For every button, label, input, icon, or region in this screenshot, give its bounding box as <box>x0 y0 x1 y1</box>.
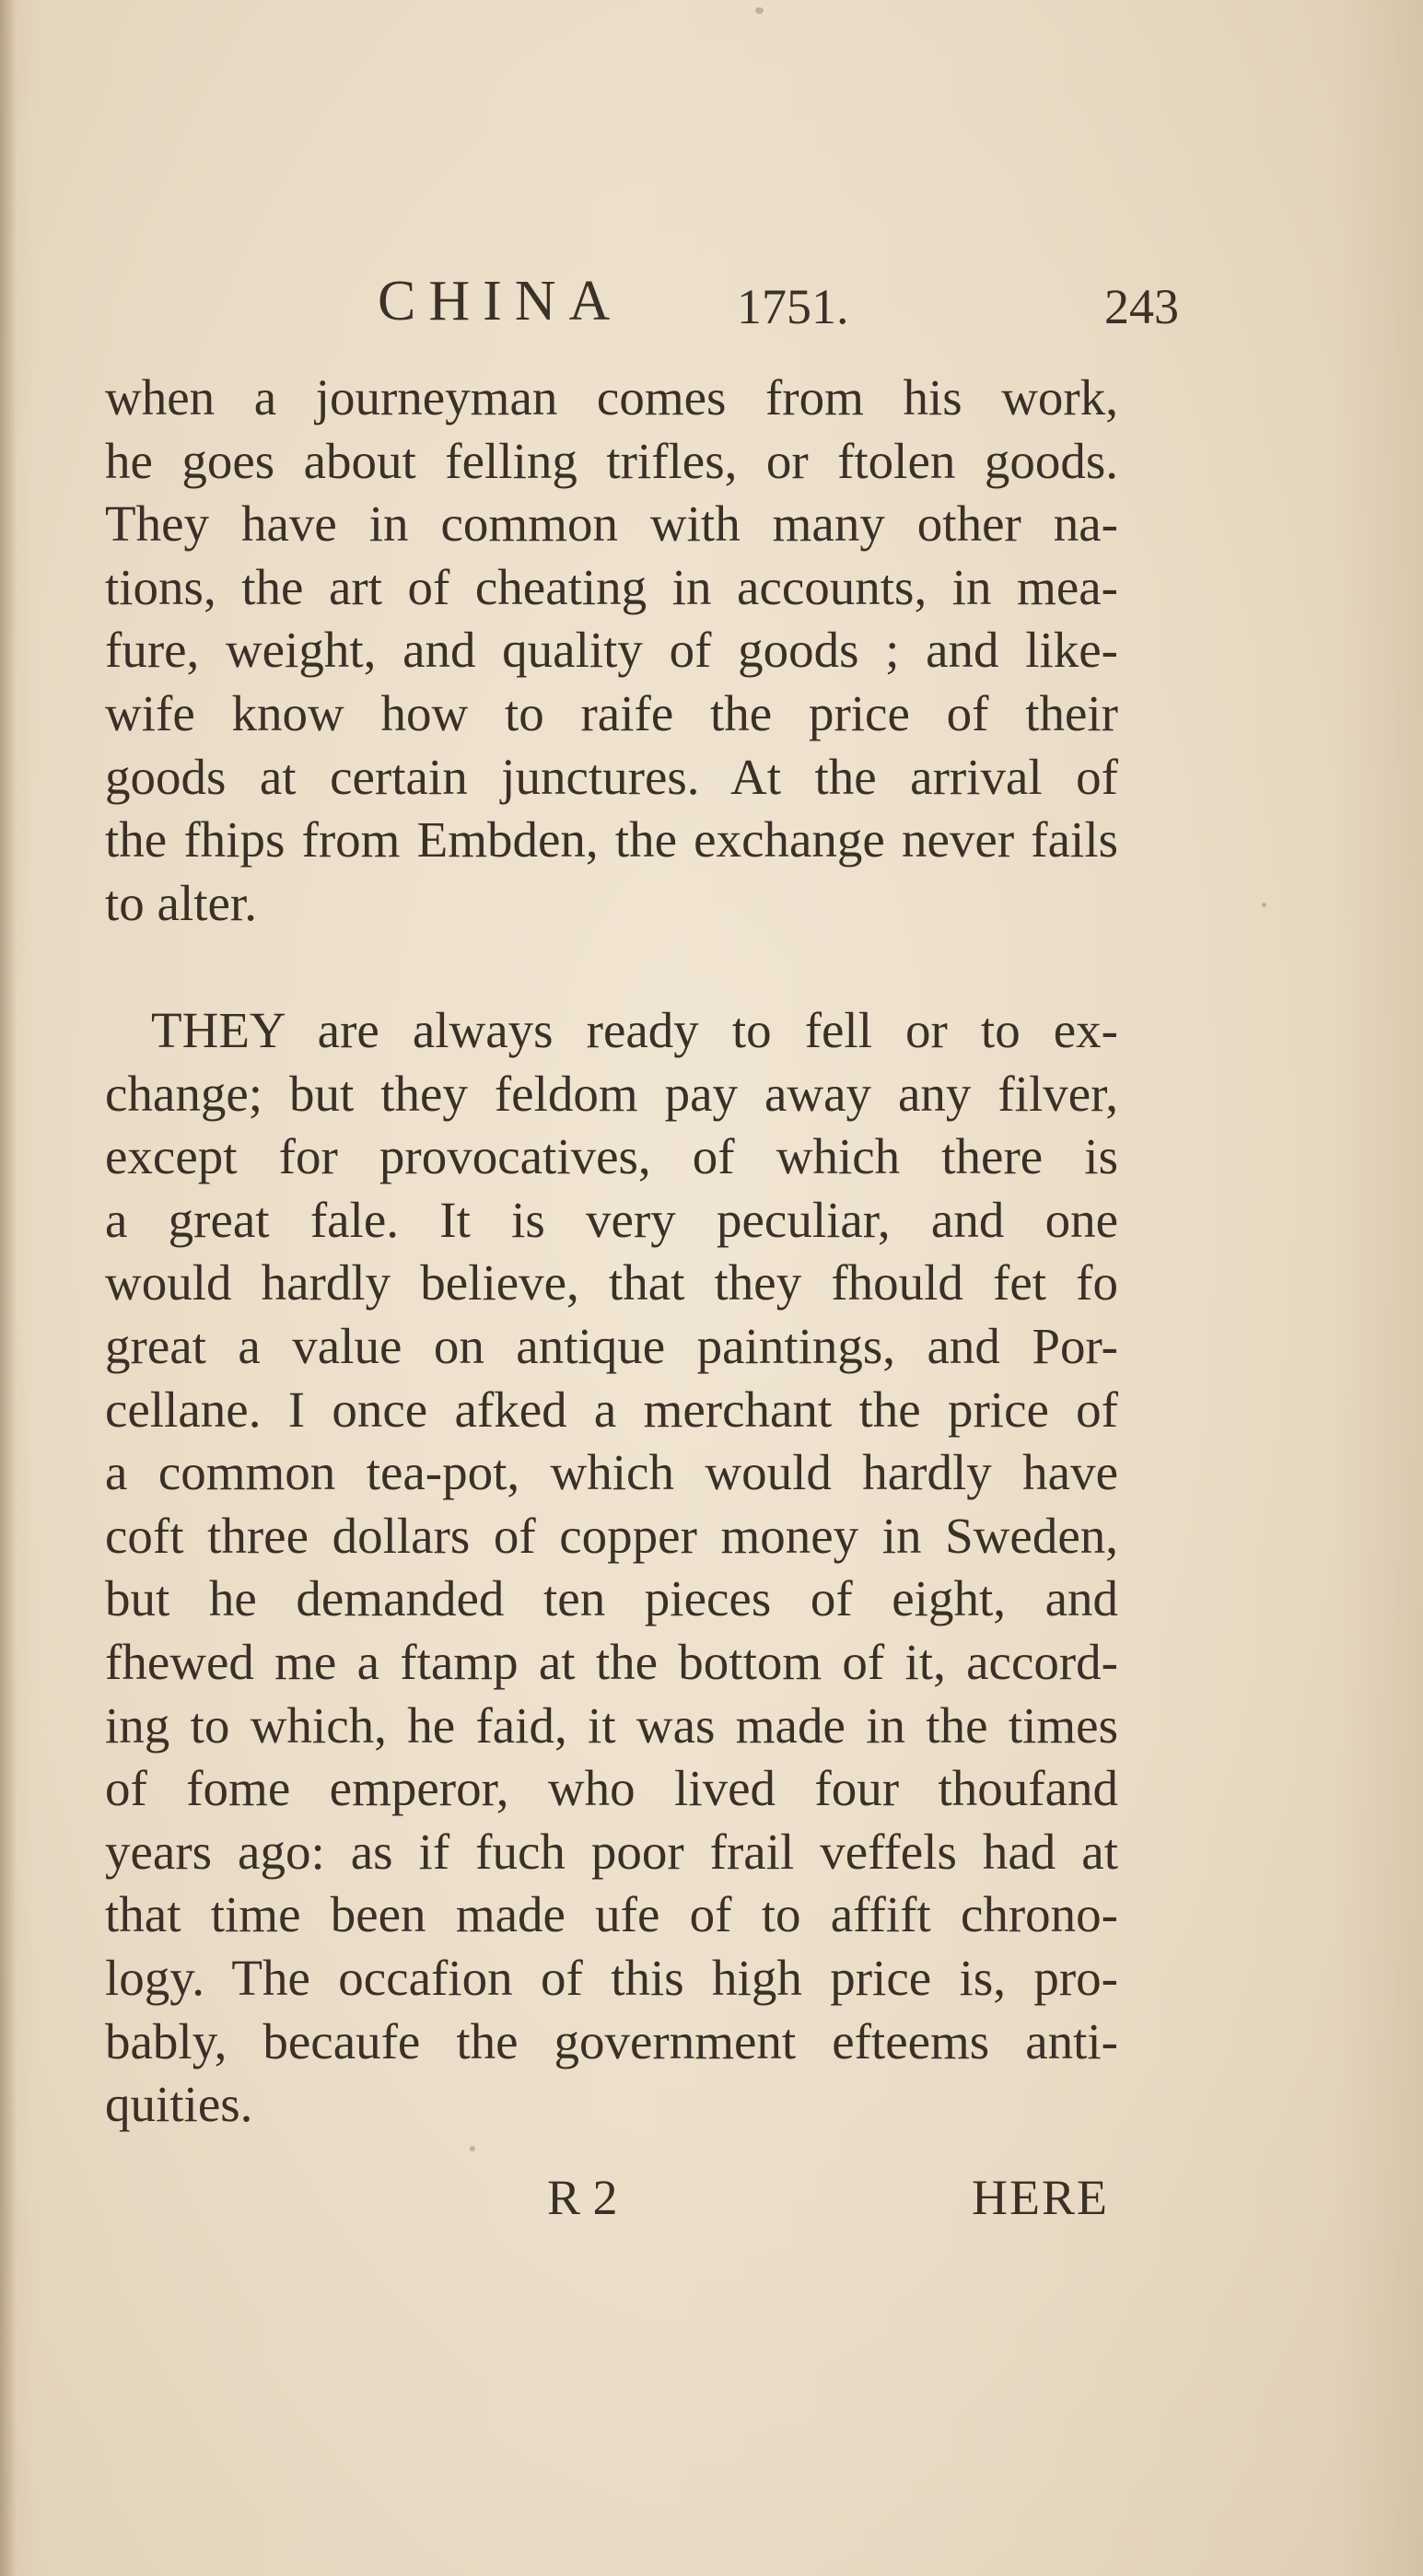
text-line: years ago: as if fuch poor frail veffels had at <box>105 1823 1118 1880</box>
text-line: fure, weight, and quality of goods ; and like- <box>105 622 1118 679</box>
text-line: to alter. <box>105 874 257 931</box>
text-line: when a journeyman comes from his work, <box>105 369 1118 425</box>
text-line: of fome emperor, who lived four thoufand <box>105 1760 1118 1817</box>
foxing-spot <box>1262 903 1266 907</box>
text-line: tions, the art of cheating in accounts, in mea- <box>105 558 1118 615</box>
text-line: he goes about felling trifles, or ftolen goods. <box>105 432 1118 489</box>
text-line: great a value on antique paintings, and Por- <box>105 1317 1118 1374</box>
running-year: 1751. <box>737 279 849 334</box>
text-line: goods at certain junctures. At the arrival of <box>105 748 1118 805</box>
text-line: change; but they feldom pay away any filver, <box>105 1065 1118 1122</box>
text-line: THEY are always ready to fell or to ex- <box>151 1002 1118 1058</box>
text-line: bably, becaufe the government efteems anti- <box>105 2012 1118 2069</box>
catchword: HERE <box>972 2170 1109 2225</box>
foxing-spot <box>755 7 764 14</box>
page-number: 243 <box>1104 279 1179 334</box>
text-line: that time been made ufe of to affift chrono- <box>105 1886 1118 1943</box>
running-header <box>378 269 1179 343</box>
foxing-spot <box>470 2146 475 2151</box>
text-line: except for provocatives, of which there is <box>105 1128 1118 1185</box>
text-line: the fhips from Embden, the exchange never fails <box>105 811 1118 868</box>
text-line: quities. <box>105 2076 253 2133</box>
text-line: cellane. I once afked a merchant the price of <box>105 1381 1118 1438</box>
paragraph-2 <box>105 999 1118 2137</box>
text-line: coft three dollars of copper money in Sweden, <box>105 1507 1118 1564</box>
text-line: a common tea-pot, which would hardly have <box>105 1444 1118 1501</box>
text-line: but he demanded ten pieces of eight, and <box>105 1570 1118 1627</box>
text-line: wife know how to raife the price of their <box>105 684 1118 741</box>
gutter-shadow <box>0 0 17 2576</box>
signature-mark: R 2 <box>547 2170 618 2225</box>
text-line: They have in common with many other na- <box>105 495 1118 553</box>
text-line: would hardly believe, that they fhould fet fo <box>105 1254 1118 1311</box>
page-footer <box>105 2169 1118 2233</box>
text-line: logy. The occafion of this high price is, pro- <box>105 1949 1118 2006</box>
text-line: a great fale. It is very peculiar, and one <box>105 1191 1118 1248</box>
text-line: ing to which, he faid, it was made in the times <box>105 1696 1118 1754</box>
text-line: fhewed me a ftamp at the bottom of it, accord- <box>105 1633 1118 1690</box>
paragraph-1 <box>105 367 1118 935</box>
running-title: CHINA <box>378 270 624 332</box>
